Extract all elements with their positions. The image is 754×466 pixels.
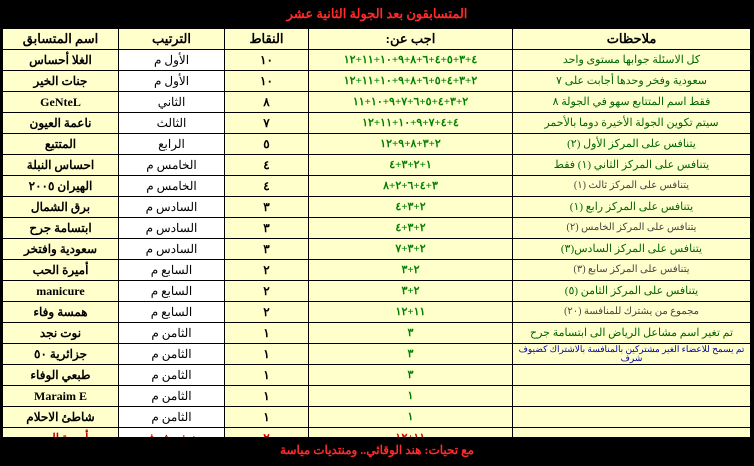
table-row bbox=[3, 344, 751, 365]
cell-notes: يتنافس على المركز ثالث (١) bbox=[513, 176, 751, 197]
cell-notes bbox=[513, 386, 751, 407]
cell-rank: الرابع bbox=[119, 134, 225, 155]
cell-rank: الثامن م bbox=[119, 323, 225, 344]
cell-rank: السابع م bbox=[119, 281, 225, 302]
cell-answer: ٣ bbox=[309, 344, 513, 365]
cell-notes: تم يسمح للاعضاء الغير مشتركين بالمنافسة بالاشتراك كضيوف شرف bbox=[513, 344, 751, 365]
cell-rank: الثالث bbox=[119, 113, 225, 134]
cell-rank: الأول م bbox=[119, 50, 225, 71]
cell-answer: ٣+٤+٦+٢+٨ bbox=[309, 176, 513, 197]
cell-points: ١٠ bbox=[225, 50, 309, 71]
cell-rank: السادس م bbox=[119, 197, 225, 218]
cell-points: ١ bbox=[225, 344, 309, 365]
cell-notes: يتنافس على المركز سابع (٣) bbox=[513, 260, 751, 281]
cell-name: شاطئ الاحلام bbox=[3, 407, 119, 428]
answer-text: ٤+٤+٧+٩+١٠+١١+١٢ bbox=[362, 117, 459, 129]
cell-rank: الثامن م bbox=[119, 407, 225, 428]
cell-notes: يتنافس على المركز رابع (١) bbox=[513, 197, 751, 218]
cell-answer: ١ bbox=[309, 386, 513, 407]
table-body bbox=[3, 50, 751, 449]
cell-notes: كل الاسئلة جوابها مستوى واحد bbox=[513, 50, 751, 71]
results-table bbox=[2, 28, 751, 449]
cell-rank: السادس م bbox=[119, 239, 225, 260]
cell-name: أميرة الحب bbox=[3, 260, 119, 281]
table-row bbox=[3, 239, 751, 260]
cell-points: ٧ bbox=[225, 113, 309, 134]
footer-credit: مع تحيات: هند الوقائي.. ومنتديات مياسة bbox=[3, 437, 751, 463]
cell-points: ٨ bbox=[225, 92, 309, 113]
table-row bbox=[3, 176, 751, 197]
table-row bbox=[3, 134, 751, 155]
cell-answer: ٢+٣+٤ bbox=[309, 197, 513, 218]
cell-points: ٤ bbox=[225, 176, 309, 197]
cell-notes: يتنافس على المركز السادس(٣) bbox=[513, 239, 751, 260]
cell-rank: السابع م bbox=[119, 260, 225, 281]
cell-name: ناعمة العيون bbox=[3, 113, 119, 134]
table-row bbox=[3, 323, 751, 344]
table-row bbox=[3, 71, 751, 92]
cell-answer: ٢+٣ bbox=[309, 281, 513, 302]
cell-points: ١ bbox=[225, 386, 309, 407]
cell-points: ٣ bbox=[225, 218, 309, 239]
cell-points: ٢ bbox=[225, 281, 309, 302]
cell-notes bbox=[513, 365, 751, 386]
cell-name: الهيران ٢٠٠٥ bbox=[3, 176, 119, 197]
page-title: المتسابقون بعد الجولة الثانية عشر bbox=[3, 3, 751, 28]
cell-answer: ٤+٣+٥+٤+٦+٨+٩+١٠+١١+١٢ bbox=[309, 50, 513, 71]
table-row bbox=[3, 302, 751, 323]
cell-points: ٣ bbox=[225, 239, 309, 260]
cell-rank: الثامن م bbox=[119, 344, 225, 365]
table-header bbox=[3, 29, 751, 50]
table-row bbox=[3, 155, 751, 176]
cell-points: ٢ bbox=[225, 302, 309, 323]
table-row bbox=[3, 113, 751, 134]
table-row bbox=[3, 365, 751, 386]
cell-rank: الثامن م bbox=[119, 386, 225, 407]
cell-rank: الثاني bbox=[119, 92, 225, 113]
cell-answer: ٣ bbox=[309, 323, 513, 344]
cell-name: سعودية وافتخر bbox=[3, 239, 119, 260]
cell-points: ٢ bbox=[225, 260, 309, 281]
cell-name: احساس النبلة bbox=[3, 155, 119, 176]
cell-notes: تم تغير اسم مشاعل الرياض الى ابتسامة جرح bbox=[513, 323, 751, 344]
cell-points: ١٠ bbox=[225, 71, 309, 92]
cell-notes: يتنافس على المركز الأول (٢) bbox=[513, 134, 751, 155]
cell-points: ١ bbox=[225, 365, 309, 386]
cell-notes: يتنافس على المركز الخامس (٢) bbox=[513, 218, 751, 239]
column-header-name: اسم المتسابق bbox=[3, 29, 119, 50]
cell-answer: ٢+٣+٨+٩+١٢ bbox=[309, 134, 513, 155]
cell-points: ٥ bbox=[225, 134, 309, 155]
cell-rank: السادس م bbox=[119, 218, 225, 239]
column-header-notes: ملاحظات bbox=[513, 29, 751, 50]
cell-notes: مجموع من يشترك للمنافسة (٢٠) bbox=[513, 302, 751, 323]
cell-answer: ١ bbox=[309, 407, 513, 428]
table-row bbox=[3, 50, 751, 71]
cell-notes bbox=[513, 407, 751, 428]
cell-notes: يتنافس على المركز الثامن (٥) bbox=[513, 281, 751, 302]
cell-rank: الخامس م bbox=[119, 155, 225, 176]
cell-name: جزائرية ٥٠ bbox=[3, 344, 119, 365]
cell-notes: يتنافس على المركز الثاني (١) فقط bbox=[513, 155, 751, 176]
table-row bbox=[3, 386, 751, 407]
cell-answer: ٢+٣ bbox=[309, 260, 513, 281]
cell-name: طبعي الوفاء bbox=[3, 365, 119, 386]
column-header-answer: اجب عن: bbox=[309, 29, 513, 50]
cell-answer: ٢+٣+٤+٥+٦+٨+٩+١٠+١١+١٢ bbox=[309, 71, 513, 92]
cell-answer: ٣ bbox=[309, 365, 513, 386]
column-header-rank: الترتيب bbox=[119, 29, 225, 50]
cell-name: ابتسامة جرح bbox=[3, 218, 119, 239]
cell-name: manicure bbox=[3, 281, 119, 302]
cell-points: ١ bbox=[225, 323, 309, 344]
table-row bbox=[3, 281, 751, 302]
cell-name: المتتبع bbox=[3, 134, 119, 155]
cell-name: Maraim E bbox=[3, 386, 119, 407]
results-table-container bbox=[3, 28, 751, 449]
cell-rank: الخامس م bbox=[119, 176, 225, 197]
cell-notes: سيتم تكوين الجولة الأخيرة دوما بالأحمر bbox=[513, 113, 751, 134]
table-row bbox=[3, 218, 751, 239]
cell-name: GeNteL bbox=[3, 92, 119, 113]
table-row bbox=[3, 407, 751, 428]
cell-answer: ٢+٣+٧ bbox=[309, 239, 513, 260]
cell-notes: فقط اسم المتتابع سهو في الجولة ٨ bbox=[513, 92, 751, 113]
cell-answer bbox=[309, 113, 513, 134]
cell-name: الغلا أحساس bbox=[3, 50, 119, 71]
cell-points: ٣ bbox=[225, 197, 309, 218]
table-row bbox=[3, 260, 751, 281]
cell-name: جنات الخير bbox=[3, 71, 119, 92]
cell-answer: ١+٢+٣+٤ bbox=[309, 155, 513, 176]
cell-name: برق الشمال bbox=[3, 197, 119, 218]
table-row bbox=[3, 197, 751, 218]
cell-answer: ١١+١٢ bbox=[309, 302, 513, 323]
cell-points: ١ bbox=[225, 407, 309, 428]
cell-rank: السابع م bbox=[119, 302, 225, 323]
cell-name: نوت نجد bbox=[3, 323, 119, 344]
table-header-row bbox=[3, 29, 751, 50]
column-header-points: النقاط bbox=[225, 29, 309, 50]
cell-answer: ٢+٣+٤ bbox=[309, 218, 513, 239]
table-row bbox=[3, 92, 751, 113]
cell-rank: الثامن م bbox=[119, 365, 225, 386]
cell-name: همسة وفاء bbox=[3, 302, 119, 323]
cell-notes: سعودية وفخر وحدها أجابت على ٧ bbox=[513, 71, 751, 92]
cell-rank: الأول م bbox=[119, 71, 225, 92]
cell-answer: ٢+٣+٤+٥+٦+٧+٩+١٠+١١ bbox=[309, 92, 513, 113]
cell-points: ٤ bbox=[225, 155, 309, 176]
